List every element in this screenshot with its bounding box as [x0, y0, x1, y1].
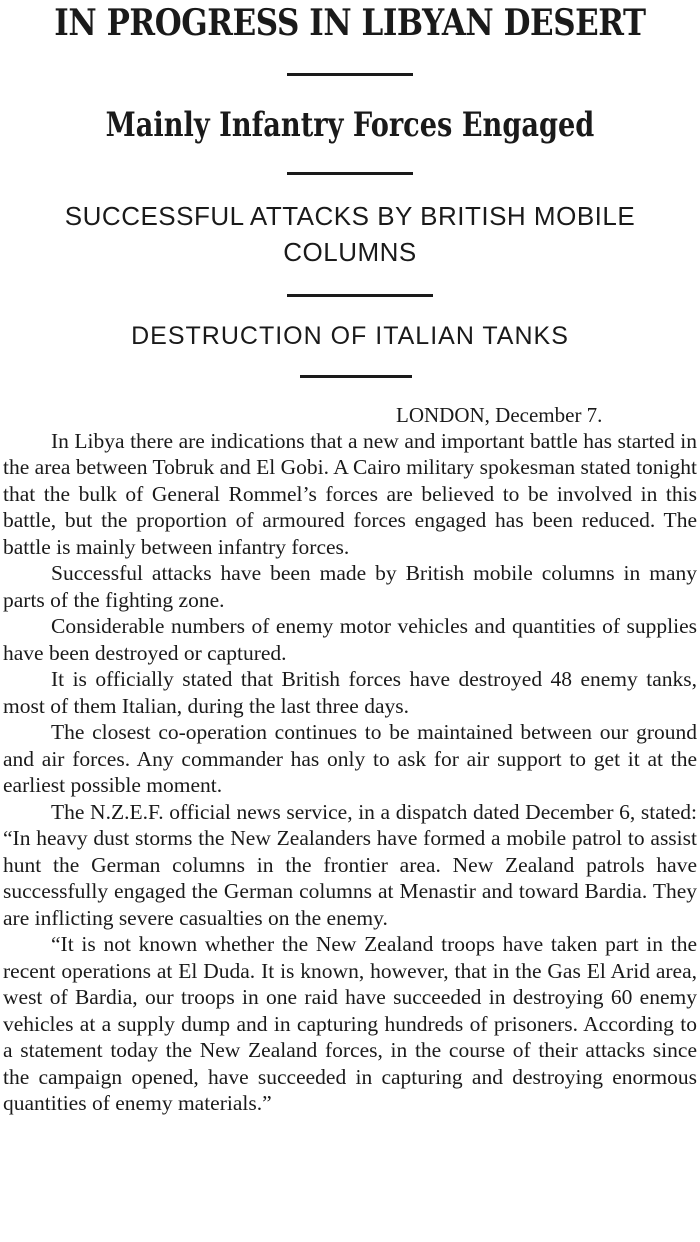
headline-rule	[300, 375, 412, 378]
main-headline: IN PROGRESS IN LIBYAN DESERT	[54, 2, 646, 44]
article-paragraph: In Libya there are indications that a new and important battle has started in the area between Tobruk and El Gobi. A Cairo military spokesman stated tonight that the bulk of General Rommel’s forces are believed to be involved in this battle, but the proportion of armoured forces engaged has been reduced. The battle is mainly between infantry forces.	[3, 428, 697, 559]
article-body	[3, 428, 697, 1117]
article-paragraph: The N.Z.E.F. official news service, in a dispatch dated December 6, stated: “In heavy dust storms the New Zealanders have formed a mobile patrol to assist hunt the German columns in the frontier area. New Zealand patrols have successfully engaged the German columns at Menastir and toward Bardia. They are inflicting severe casualties on the enemy.	[3, 799, 697, 930]
article-paragraph: Successful attacks have been made by British mobile columns in many parts of the fighting zone.	[3, 561, 697, 612]
third-headline: SUCCESSFUL ATTACKS BY BRITISH MOBILE COLUMNS	[64, 201, 636, 267]
second-headline: Mainly Infantry Forces Engaged	[105, 105, 595, 145]
headline-rule	[287, 73, 413, 76]
headline-rule	[287, 294, 433, 297]
fourth-headline: DESTRUCTION OF ITALIAN TANKS	[131, 322, 569, 350]
article-paragraph: The closest co-operation continues to be maintained between our ground and air forces. Any commander has only to ask for air support to get it at the earliest possible moment.	[3, 720, 697, 797]
article-paragraph: It is officially stated that British forces have destroyed 48 enemy tanks, most of them Italian, during the last three days.	[3, 667, 697, 718]
article-paragraph: “It is not known whether the New Zealand troops have taken part in the recent operations at El Duda. It is known, however, that in the Gas El Arid area, west of Bardia, our troops in one raid have succeeded in destroying 60 enemy vehicles at a supply dump and in capturing hundreds of prisoners. According to a statement today the New Zealand forces, in the course of their attacks since the campaign opened, have succeeded in capturing and destroying enormous quantities of enemy materials.”	[3, 932, 697, 1115]
headline-rule	[287, 172, 413, 175]
dateline: LONDON, December 7.	[396, 403, 603, 427]
article-paragraph: Considerable numbers of enemy motor vehicles and quantities of supplies have been destroyed or captured.	[3, 614, 697, 665]
